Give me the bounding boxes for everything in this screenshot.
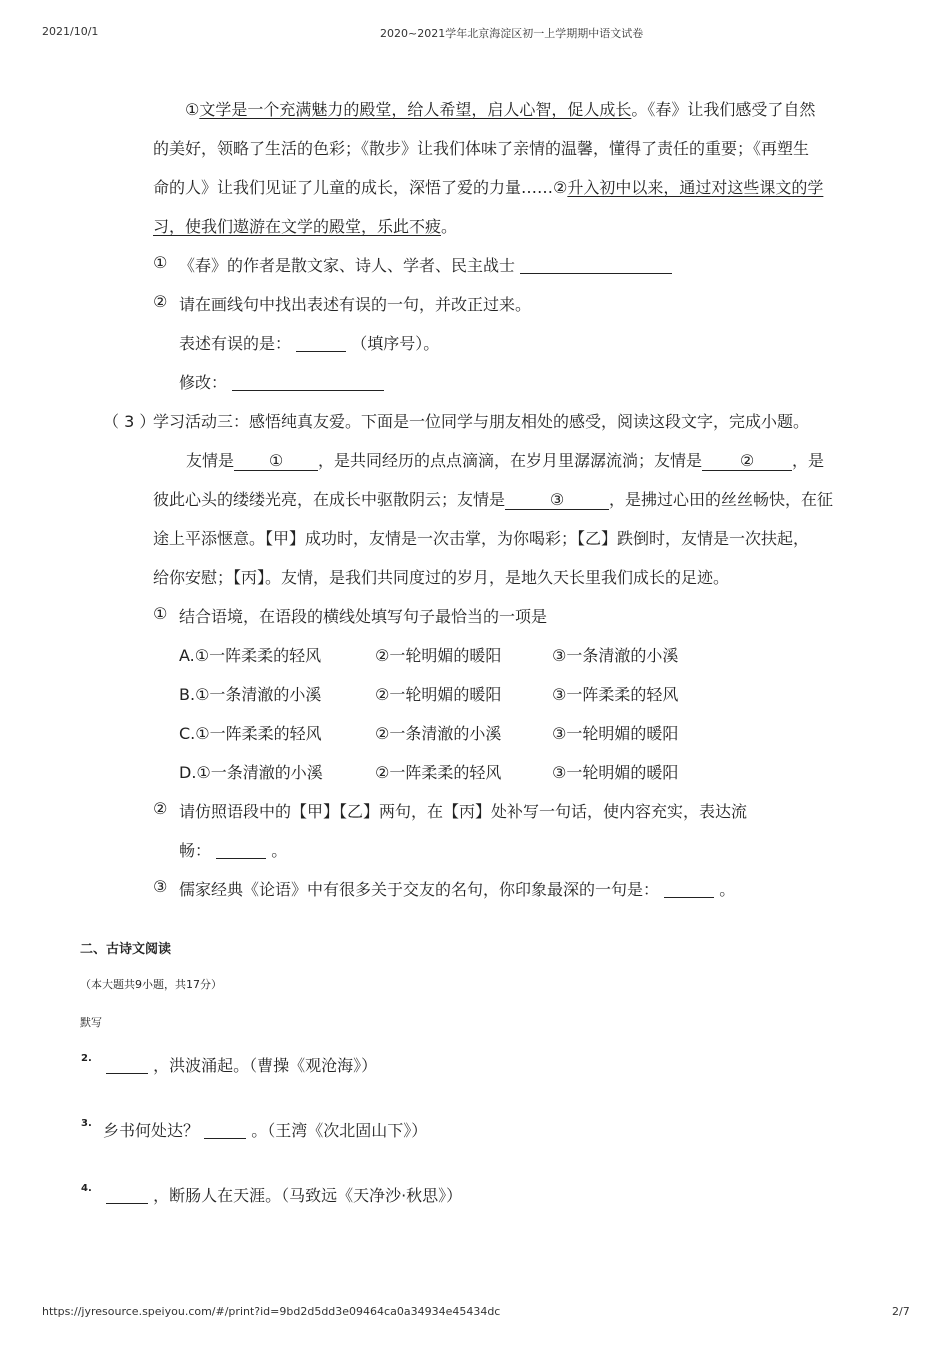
option-b-part2: ②一轮明媚的暖阳 [375,685,502,704]
option-d-part2: ②一阵柔柔的轻风 [375,763,502,782]
passage2-line3: 途上平添惬意。【甲】成功时，友情是一次击掌，为你喝彩；【乙】跌倒时，友情是一次扶起， [153,529,810,548]
q1-number: ① [153,253,168,272]
option-part: ①一阵柔柔的轻风 [195,724,322,743]
passage2-line4: 给你安慰；【丙】。友情，是我们共同度过的岁月，是地久天长里我们成长的足迹。 [153,568,730,587]
q4-number: ② [153,799,168,818]
item-3-blank[interactable] [204,1122,246,1139]
item-2-line [106,1056,377,1076]
section2-info: （本大题共9小题，共17分） [80,978,222,991]
q3-number: ① [153,604,168,623]
item-3-line [103,1121,427,1141]
print-date: 2021/10/1 [42,25,99,38]
item-2-blank[interactable] [106,1057,148,1074]
section2-title: 二、古诗文阅读 [80,942,172,957]
passage1-line2: 的美好，领略了生活的色彩；《散步》让我们体味了亲情的温馨，懂得了责任的重要；《再塑生 [153,139,810,158]
document-title: 2020~2021学年北京海淀区初一上学期期中语文试卷 [380,27,644,40]
item-4-blank[interactable] [106,1187,148,1204]
q1-line [179,256,672,276]
q4-answer-blank[interactable] [216,842,266,859]
q4-end: 。 [271,841,288,860]
option-c[interactable] [179,724,322,744]
item-4-line [106,1186,462,1206]
passage-text: 。《春》让我们感受了自然 [631,100,816,119]
passage-text: ，是拂过心田的丝丝畅快，在征 [609,490,834,509]
section3-text: 学习活动三：感悟纯真友爱。下面是一位同学与朋友相处的感受，阅读这段文字，完成小题。 [153,412,810,431]
passage1-line3 [153,178,823,198]
option-d-part3: ③一轮明媚的暖阳 [552,763,679,782]
q1-answer-blank[interactable] [520,257,672,274]
page-number: 2/7 [892,1305,910,1318]
q5-text: 儒家经典《论语》中有很多关于交友的名句，你印象最深的一句是： [179,880,660,899]
option-part: ①一阵柔柔的轻风 [194,646,322,665]
passage-text: 友情是 [186,451,235,470]
underlined-sentence-1: 文学是一个充满魅力的殿堂，给人希望，启人心智，促人成长 [199,100,632,119]
option-part: ①一条清澈的小溪 [195,685,322,704]
item-4-text: ，断肠人在天涯。（马致远《天净沙·秋思》） [153,1186,463,1205]
item-number-2: 2. [81,1053,92,1064]
passage-text: 。 [441,217,458,236]
passage-text: ，是 [792,451,825,470]
item-number-3: 3. [81,1118,92,1129]
item-2-text: ，洪波涌起。（曹操《观沧海》） [153,1056,378,1075]
option-d[interactable] [179,763,323,783]
option-a[interactable] [179,646,321,666]
q4-text-cont: 畅： [179,841,212,860]
passage-text: 命的人》让我们见证了儿童的成长，深悟了爱的力量……② [153,178,568,197]
q2-fix-label: 修改： [179,373,228,392]
underlined-sentence-2: 升入初中以来，通过对这些课文的学 [567,178,824,197]
item-3-text-pre: 乡书何处达？ [103,1121,200,1140]
passage1-line1 [185,100,815,120]
option-letter: A. [179,646,195,665]
q2-wrong-blank[interactable] [296,335,346,352]
option-letter: D. [179,763,197,782]
q2-wrong-line [179,334,439,354]
q3-text: 结合语境，在语段的横线处填写句子最恰当的一项是 [179,607,548,626]
item-number-4: 4. [81,1183,92,1194]
option-a-part2: ②一轮明媚的暖阳 [375,646,502,665]
passage2-line2 [153,490,833,510]
option-letter: C. [179,724,196,743]
footer-url[interactable]: https://jyresource.speiyou.com/#/print?id=9bd2d5dd3e09464ca0a34934e45434dc [42,1305,501,1318]
section2-subtitle: 默写 [80,1016,102,1029]
option-part: ①一条清澈的小溪 [196,763,323,782]
q5-line [179,880,735,900]
option-b-part3: ③一阵柔柔的轻风 [552,685,679,704]
underlined-sentence-2-cont: 习，使我们遨游在文学的殿堂，乐此不疲 [153,217,442,236]
option-c-part3: ③一轮明媚的暖阳 [552,724,679,743]
passage-text: 彼此心头的缕缕光亮，在成长中驱散阴云；友情是 [153,490,506,509]
q4-text: 请仿照语段中的【甲】【乙】两句，在【丙】处补写一句话，使内容充实，表达流 [179,802,748,821]
option-a-part3: ③一条清澈的小溪 [552,646,679,665]
item-3-text-post: 。（王湾《次北固山下》） [251,1121,428,1140]
q5-end: 。 [719,880,736,899]
section3-label: （ 3 ） [103,412,156,431]
q4-line2 [179,841,287,861]
option-b[interactable] [179,685,321,705]
q2-wrong-label: 表述有误的是： [179,334,292,353]
circled-number: ① [185,100,200,119]
q2-number: ② [153,292,168,311]
passage2-line1 [186,451,824,471]
passage-blank-2: ② [702,452,792,471]
q5-number: ③ [153,877,168,896]
q2-wrong-suffix: （填序号）。 [351,334,440,353]
option-letter: B. [179,685,196,704]
option-c-part2: ②一条清澈的小溪 [375,724,502,743]
q5-answer-blank[interactable] [664,881,714,898]
q2-fix-line [179,373,384,393]
q2-text: 请在画线句中找出表述有误的一句，并改正过来。 [179,295,532,314]
q2-fix-blank[interactable] [232,374,384,391]
passage1-line4 [153,217,457,237]
passage-blank-1: ① [234,452,318,471]
q1-text: 《春》的作者是散文家、诗人、学者、民主战士 [179,256,516,275]
passage-text: ，是共同经历的点点滴滴，在岁月里潺潺流淌；友情是 [318,451,703,470]
passage-blank-3: ③ [505,491,609,510]
